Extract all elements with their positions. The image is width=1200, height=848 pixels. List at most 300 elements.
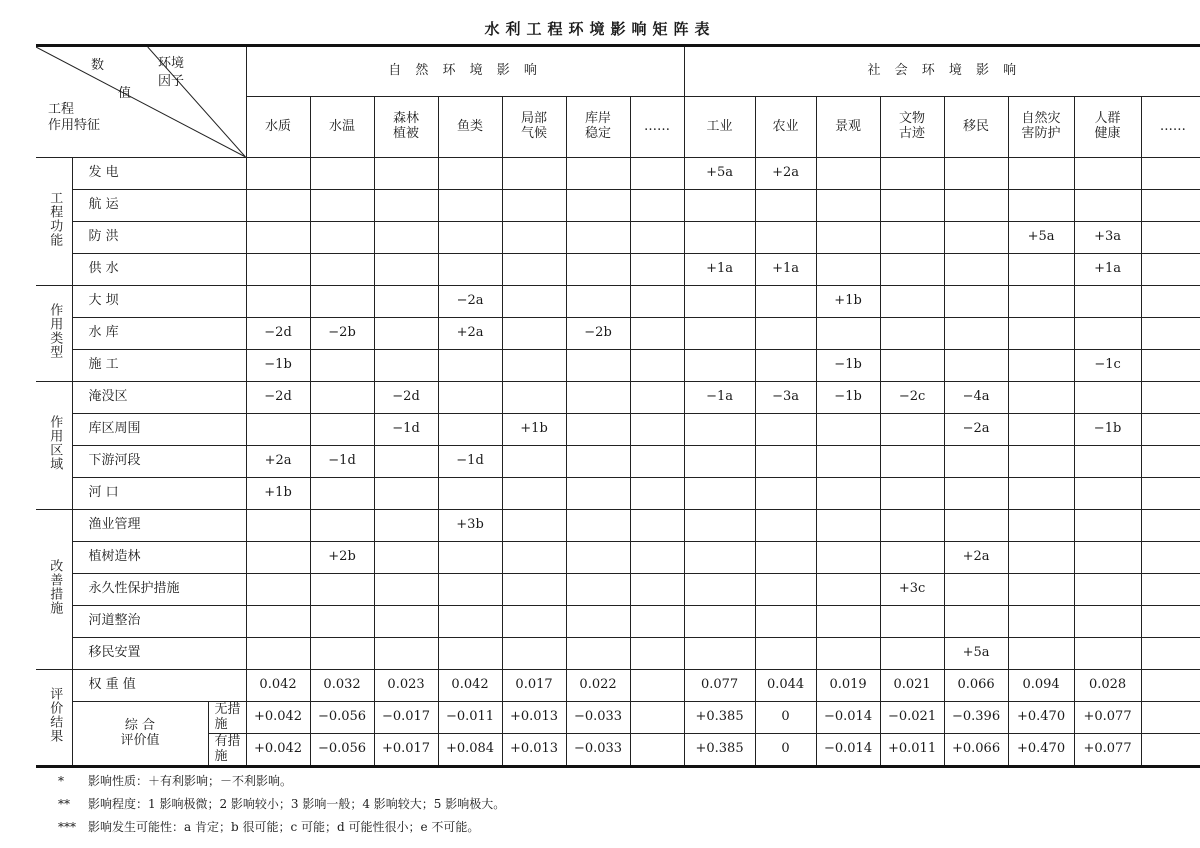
row-label: 淹没区: [72, 382, 246, 414]
matrix-cell: [755, 510, 816, 542]
matrix-cell: [566, 350, 630, 382]
matrix-cell: [630, 478, 684, 510]
table-row: [36, 478, 1200, 510]
with-measures-cell: −0.056: [310, 734, 374, 767]
matrix-cell: [1074, 446, 1141, 478]
table-row: [36, 542, 1200, 574]
matrix-cell: [944, 478, 1008, 510]
matrix-cell: [1008, 606, 1074, 638]
matrix-cell: [310, 254, 374, 286]
weight-cell: 0.042: [246, 670, 310, 702]
matrix-cell: [1008, 542, 1074, 574]
matrix-cell: +2a: [944, 542, 1008, 574]
matrix-cell: −1b: [1074, 414, 1141, 446]
row-label: 航 运: [72, 190, 246, 222]
matrix-cell: [374, 158, 438, 190]
matrix-cell: +1b: [246, 478, 310, 510]
section-label: [36, 158, 72, 286]
table-row: [36, 350, 1200, 382]
matrix-cell: [502, 158, 566, 190]
matrix-cell: [1141, 414, 1200, 446]
matrix-cell: [684, 638, 755, 670]
section-label-text: 工程功能: [47, 191, 63, 248]
composite-label: [72, 702, 208, 767]
no-measures-cell: +0.385: [684, 702, 755, 734]
matrix-cell: [944, 606, 1008, 638]
section-label-text: 评价结果: [47, 687, 63, 744]
table-row: [36, 574, 1200, 606]
matrix-cell: [630, 638, 684, 670]
matrix-cell: [438, 574, 502, 606]
with-measures-cell: [630, 734, 684, 767]
matrix-cell: [684, 542, 755, 574]
matrix-cell: [1008, 318, 1074, 350]
matrix-cell: −1d: [438, 446, 502, 478]
matrix-cell: [944, 318, 1008, 350]
matrix-cell: [630, 350, 684, 382]
matrix-cell: [438, 254, 502, 286]
no-measures-cell: −0.011: [438, 702, 502, 734]
row-label: 移民安置: [72, 638, 246, 670]
weight-row: [36, 670, 1200, 702]
row-label: 渔业管理: [72, 510, 246, 542]
matrix-cell: [566, 414, 630, 446]
matrix-cell: [630, 446, 684, 478]
matrix-cell: [880, 510, 944, 542]
matrix-cell: +1a: [1074, 254, 1141, 286]
footnote: [58, 816, 505, 839]
matrix-cell: [1141, 446, 1200, 478]
matrix-cell: [944, 510, 1008, 542]
matrix-cell: [630, 190, 684, 222]
no-measures-cell: −0.056: [310, 702, 374, 734]
weight-cell: 0.077: [684, 670, 755, 702]
matrix-cell: [502, 190, 566, 222]
with-measures-label: 有措施: [208, 734, 246, 767]
matrix-cell: [310, 350, 374, 382]
no-measures-row: [36, 702, 1200, 734]
table-row: [36, 190, 1200, 222]
matrix-cell: [880, 542, 944, 574]
row-label: 发 电: [72, 158, 246, 190]
matrix-cell: −1d: [310, 446, 374, 478]
weight-cell: 0.042: [438, 670, 502, 702]
corner-eng-feature-1: 工程: [48, 102, 75, 117]
column-header: 自然灾 害防护: [1008, 97, 1074, 158]
matrix-cell: [944, 158, 1008, 190]
matrix-cell: [755, 190, 816, 222]
matrix-cell: [566, 606, 630, 638]
matrix-cell: [1141, 318, 1200, 350]
matrix-cell: [755, 318, 816, 350]
matrix-cell: [816, 606, 880, 638]
matrix-cell: +5a: [944, 638, 1008, 670]
column-header: 文物 古迹: [880, 97, 944, 158]
matrix-cell: [1008, 478, 1074, 510]
footnote-mark: ***: [58, 820, 76, 834]
matrix-cell: [630, 158, 684, 190]
matrix-cell: [684, 190, 755, 222]
table-row: [36, 318, 1200, 350]
table-row: [36, 510, 1200, 542]
matrix-cell: [880, 414, 944, 446]
weight-cell: 0.094: [1008, 670, 1074, 702]
corner-env-factor-1: 环境: [158, 56, 185, 71]
matrix-cell: [816, 254, 880, 286]
matrix-cell: [438, 414, 502, 446]
matrix-cell: [1074, 606, 1141, 638]
matrix-cell: −1a: [684, 382, 755, 414]
matrix-cell: [310, 382, 374, 414]
matrix-cell: −1d: [374, 414, 438, 446]
row-label: 防 洪: [72, 222, 246, 254]
composite-label-1: 综 合: [124, 717, 156, 733]
with-measures-cell: +0.066: [944, 734, 1008, 767]
matrix-cell: [374, 510, 438, 542]
matrix-cell: [880, 286, 944, 318]
matrix-cell: [684, 350, 755, 382]
footnote-mark: **: [58, 797, 70, 811]
row-label: 大 坝: [72, 286, 246, 318]
matrix-cell: [816, 478, 880, 510]
matrix-cell: [438, 606, 502, 638]
matrix-cell: [246, 414, 310, 446]
matrix-cell: [944, 222, 1008, 254]
weight-cell: 0.019: [816, 670, 880, 702]
column-header: 工业: [684, 97, 755, 158]
matrix-cell: [246, 510, 310, 542]
section-label: [36, 510, 72, 670]
matrix-cell: [502, 286, 566, 318]
matrix-cell: [1008, 190, 1074, 222]
table-row: [36, 158, 1200, 190]
matrix-cell: [502, 478, 566, 510]
matrix-cell: [630, 254, 684, 286]
matrix-cell: [1008, 382, 1074, 414]
weight-cell: 0.028: [1074, 670, 1141, 702]
matrix-cell: [684, 446, 755, 478]
matrix-cell: [816, 222, 880, 254]
no-measures-cell: +0.077: [1074, 702, 1141, 734]
matrix-cell: [755, 606, 816, 638]
matrix-cell: +2b: [310, 542, 374, 574]
matrix-cell: [1141, 158, 1200, 190]
matrix-cell: [684, 510, 755, 542]
no-measures-cell: [630, 702, 684, 734]
matrix-cell: [755, 350, 816, 382]
matrix-cell: [755, 574, 816, 606]
row-label: 河 口: [72, 478, 246, 510]
matrix-cell: [1008, 510, 1074, 542]
matrix-cell: +5a: [1008, 222, 1074, 254]
matrix-cell: [566, 190, 630, 222]
matrix-cell: [1008, 414, 1074, 446]
composite-label-2: 评价值: [120, 732, 160, 748]
matrix-cell: [438, 638, 502, 670]
matrix-cell: [755, 478, 816, 510]
no-measures-cell: [1141, 702, 1200, 734]
matrix-cell: [880, 318, 944, 350]
column-header: 农业: [755, 97, 816, 158]
column-header: ……: [1141, 97, 1200, 158]
matrix-cell: +1a: [684, 254, 755, 286]
column-header: 库岸 稳定: [566, 97, 630, 158]
matrix-cell: [816, 638, 880, 670]
matrix-cell: [816, 318, 880, 350]
matrix-cell: [502, 350, 566, 382]
matrix-cell: [566, 478, 630, 510]
matrix-cell: [438, 158, 502, 190]
corner-env-factor-2: 因子: [158, 74, 185, 89]
matrix-cell: [566, 446, 630, 478]
matrix-cell: [1141, 222, 1200, 254]
group-header-social: 社 会 环 境 影 响: [684, 46, 1200, 97]
matrix-cell: [502, 254, 566, 286]
matrix-cell: [944, 286, 1008, 318]
section-label-text: 作用类型: [47, 303, 63, 360]
matrix-cell: [816, 542, 880, 574]
with-measures-cell: +0.385: [684, 734, 755, 767]
matrix-cell: [944, 190, 1008, 222]
matrix-cell: [816, 158, 880, 190]
matrix-cell: [1008, 574, 1074, 606]
matrix-cell: [684, 478, 755, 510]
matrix-cell: [246, 286, 310, 318]
matrix-cell: [246, 606, 310, 638]
matrix-cell: [816, 510, 880, 542]
matrix-cell: [438, 382, 502, 414]
matrix-cell: [374, 286, 438, 318]
matrix-cell: +2a: [438, 318, 502, 350]
matrix-cell: [246, 574, 310, 606]
matrix-cell: [374, 254, 438, 286]
row-label: 施 工: [72, 350, 246, 382]
column-header: 水质: [246, 97, 310, 158]
with-measures-cell: +0.084: [438, 734, 502, 767]
impact-matrix-table: [36, 44, 1200, 768]
matrix-cell: [1141, 542, 1200, 574]
matrix-cell: [310, 510, 374, 542]
matrix-cell: [944, 350, 1008, 382]
section-label: [36, 286, 72, 382]
with-measures-cell: −0.014: [816, 734, 880, 767]
matrix-cell: [438, 542, 502, 574]
matrix-cell: −2c: [880, 382, 944, 414]
matrix-cell: [1074, 190, 1141, 222]
matrix-cell: [755, 286, 816, 318]
corner-header-cell: [36, 46, 246, 158]
matrix-cell: [1141, 510, 1200, 542]
matrix-cell: [684, 222, 755, 254]
column-header: 鱼类: [438, 97, 502, 158]
matrix-cell: [880, 190, 944, 222]
matrix-cell: [1141, 638, 1200, 670]
matrix-cell: [502, 318, 566, 350]
weight-cell: 0.021: [880, 670, 944, 702]
weight-cell: 0.023: [374, 670, 438, 702]
matrix-cell: [1074, 286, 1141, 318]
matrix-cell: [502, 222, 566, 254]
matrix-cell: −2b: [566, 318, 630, 350]
matrix-cell: [374, 606, 438, 638]
table-row: [36, 446, 1200, 478]
footnotes: [58, 770, 505, 839]
matrix-cell: [310, 478, 374, 510]
group-header-natural: 自 然 环 境 影 响: [246, 46, 684, 97]
matrix-cell: [630, 606, 684, 638]
matrix-cell: [880, 158, 944, 190]
matrix-cell: +1b: [816, 286, 880, 318]
matrix-cell: [1008, 286, 1074, 318]
no-measures-cell: −0.396: [944, 702, 1008, 734]
matrix-cell: [374, 318, 438, 350]
row-label: 供 水: [72, 254, 246, 286]
footnote-text: 影响程度：1 影响极微；2 影响较小；3 影响一般；4 影响较大；5 影响极大。: [88, 797, 506, 811]
with-measures-cell: +0.077: [1074, 734, 1141, 767]
footnote: [58, 770, 505, 793]
matrix-cell: [1141, 350, 1200, 382]
matrix-cell: [310, 638, 374, 670]
matrix-cell: [502, 542, 566, 574]
matrix-cell: [880, 254, 944, 286]
matrix-cell: [630, 574, 684, 606]
matrix-cell: [816, 190, 880, 222]
matrix-cell: [880, 606, 944, 638]
table-row: [36, 638, 1200, 670]
matrix-cell: [630, 222, 684, 254]
matrix-cell: [566, 542, 630, 574]
matrix-cell: [246, 638, 310, 670]
matrix-cell: +1a: [755, 254, 816, 286]
matrix-cell: −2d: [374, 382, 438, 414]
matrix-cell: [438, 222, 502, 254]
table-title: 水利工程环境影响矩阵表: [484, 20, 716, 38]
matrix-cell: [438, 350, 502, 382]
matrix-cell: −1b: [246, 350, 310, 382]
no-measures-cell: +0.042: [246, 702, 310, 734]
matrix-cell: [374, 574, 438, 606]
matrix-cell: [1074, 542, 1141, 574]
matrix-cell: [1141, 286, 1200, 318]
matrix-cell: [880, 638, 944, 670]
matrix-cell: [1141, 574, 1200, 606]
matrix-cell: −2d: [246, 318, 310, 350]
matrix-cell: −2a: [944, 414, 1008, 446]
no-measures-cell: 0: [755, 702, 816, 734]
matrix-cell: [880, 478, 944, 510]
matrix-cell: [374, 190, 438, 222]
matrix-cell: +3b: [438, 510, 502, 542]
column-header: 水温: [310, 97, 374, 158]
column-header: 森林 植被: [374, 97, 438, 158]
no-measures-cell: −0.021: [880, 702, 944, 734]
matrix-cell: [880, 446, 944, 478]
matrix-cell: [438, 478, 502, 510]
matrix-cell: [246, 542, 310, 574]
weight-cell: 0.032: [310, 670, 374, 702]
matrix-cell: [566, 158, 630, 190]
matrix-cell: [502, 382, 566, 414]
matrix-cell: [566, 222, 630, 254]
no-measures-label: 无措施: [208, 702, 246, 734]
no-measures-cell: −0.014: [816, 702, 880, 734]
column-header: 移民: [944, 97, 1008, 158]
row-label: 植树造林: [72, 542, 246, 574]
matrix-cell: [816, 414, 880, 446]
matrix-cell: [684, 318, 755, 350]
matrix-cell: [374, 222, 438, 254]
matrix-cell: [246, 190, 310, 222]
with-measures-cell: +0.042: [246, 734, 310, 767]
no-measures-cell: −0.017: [374, 702, 438, 734]
matrix-cell: [246, 222, 310, 254]
matrix-cell: −2b: [310, 318, 374, 350]
table-row: [36, 606, 1200, 638]
matrix-cell: [310, 190, 374, 222]
matrix-cell: [310, 222, 374, 254]
matrix-cell: −3a: [755, 382, 816, 414]
row-label: 水 库: [72, 318, 246, 350]
matrix-cell: [684, 574, 755, 606]
matrix-cell: [246, 158, 310, 190]
table-row: [36, 222, 1200, 254]
matrix-cell: [502, 638, 566, 670]
table-row: [36, 286, 1200, 318]
matrix-cell: [755, 414, 816, 446]
matrix-cell: [566, 510, 630, 542]
matrix-cell: [502, 446, 566, 478]
matrix-cell: [755, 542, 816, 574]
weight-cell: [1141, 670, 1200, 702]
matrix-cell: [684, 606, 755, 638]
matrix-cell: [684, 286, 755, 318]
matrix-cell: −1b: [816, 382, 880, 414]
matrix-cell: [1141, 382, 1200, 414]
matrix-cell: [374, 542, 438, 574]
with-measures-cell: +0.011: [880, 734, 944, 767]
matrix-cell: [310, 414, 374, 446]
matrix-cell: [1008, 638, 1074, 670]
matrix-cell: [816, 574, 880, 606]
row-label: 永久性保护措施: [72, 574, 246, 606]
with-measures-cell: −0.033: [566, 734, 630, 767]
section-label: [36, 670, 72, 767]
matrix-cell: [755, 446, 816, 478]
no-measures-cell: +0.013: [502, 702, 566, 734]
with-measures-cell: 0: [755, 734, 816, 767]
matrix-cell: +3a: [1074, 222, 1141, 254]
matrix-cell: [1074, 478, 1141, 510]
matrix-cell: [880, 222, 944, 254]
with-measures-cell: +0.013: [502, 734, 566, 767]
matrix-cell: [1074, 574, 1141, 606]
row-label: 库区周围: [72, 414, 246, 446]
matrix-cell: [1008, 254, 1074, 286]
weight-cell: 0.044: [755, 670, 816, 702]
table-row: [36, 414, 1200, 446]
weight-cell: 0.066: [944, 670, 1008, 702]
corner-eng-feature-2: 作用特征: [48, 118, 101, 133]
matrix-cell: [944, 254, 1008, 286]
matrix-cell: [1141, 190, 1200, 222]
matrix-cell: [310, 606, 374, 638]
section-label-text: 改善措施: [47, 559, 63, 616]
column-header: ……: [630, 97, 684, 158]
matrix-cell: [816, 446, 880, 478]
matrix-cell: [630, 510, 684, 542]
matrix-cell: [310, 574, 374, 606]
column-header: 景观: [816, 97, 880, 158]
